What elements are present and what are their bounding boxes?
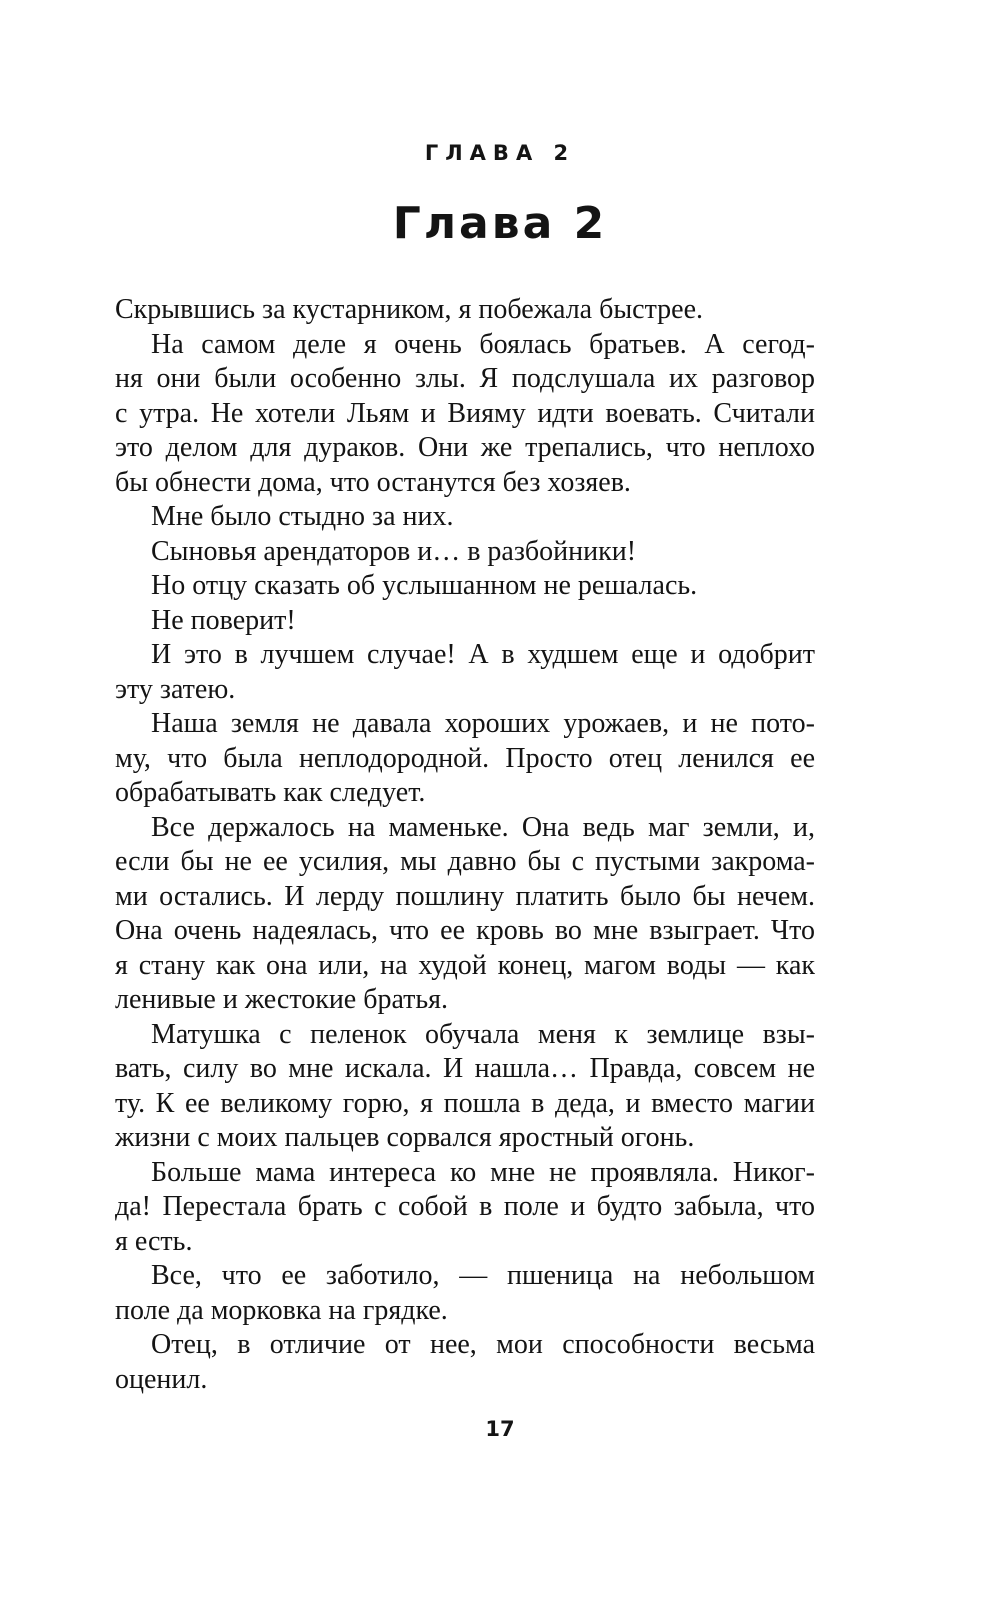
text-line: бы обнести дома, что останутся без хозяев. <box>115 466 631 498</box>
text-line: ленивые и жестокие братья. <box>115 984 449 1015</box>
text-line: Больше мама интереса ко мне не проявляла. Никог- <box>151 1156 815 1188</box>
text-line: И это в лучшем случае! А в худшем еще и одобрит <box>151 639 815 670</box>
text-line: Но отцу сказать об услышанном не решалась. <box>151 570 698 601</box>
text-line: Сыновья арендаторов и… в разбойники! <box>151 535 637 567</box>
text-line: Отец, в отличие от нее, мои способности весьма <box>151 1329 815 1360</box>
text-line: На самом деле я очень боялась братьев. А сегод- <box>151 328 815 360</box>
text-line: да! Перестала брать с собой в поле и будто забыла, что <box>115 1191 815 1222</box>
text-line: Скрывшись за кустарником, я побежала быстрее. <box>115 294 704 325</box>
text-line: с утра. Не хотели Льям и Вияму идти воевать. Считали <box>115 397 815 429</box>
text-line: если бы не ее усилия, мы давно бы с пустыми закрома- <box>115 846 815 877</box>
text-line: поле да морковка на грядке. <box>115 1294 448 1326</box>
text-line: Мне было стыдно за них. <box>151 501 454 532</box>
text-line: Она очень надеялась, что ее кровь во мне взыграет. Что <box>115 915 815 946</box>
text-line: Все, что ее заботило, — пшеница на небольшом <box>151 1260 815 1291</box>
text-line: оценил. <box>115 1363 208 1395</box>
page-number: 17 <box>485 1417 515 1441</box>
text-line: ту. К ее великому горю, я пошла в деда, и вместо магии <box>115 1087 815 1119</box>
text-line: ми остались. И лерду пошлину платить было бы нечем. <box>115 880 815 912</box>
text-line: Все держалось на маменьке. Она ведь маг земли, и, <box>151 811 815 843</box>
text-line: обрабатывать как следует. <box>115 777 426 808</box>
text-line: Наша земля не давала хороших урожаев, и не пото- <box>151 708 815 739</box>
text-line: Матушка с пеленок обучала меня к землице взы- <box>151 1018 815 1050</box>
text-line: я стану как она или, на худой конец, магом воды — как <box>115 949 815 981</box>
text-line: это делом для дураков. Они же трепались, что неплохо <box>115 432 815 463</box>
text-line: му, что была неплодородной. Просто отец ленился ее <box>115 742 815 774</box>
text-line: эту затею. <box>115 673 236 705</box>
chapter-title: Глава 2 <box>392 198 608 249</box>
text-line: я есть. <box>115 1225 193 1257</box>
text-line: ня они были особенно злы. Я подслушала их разговор <box>115 363 815 394</box>
text-line: жизни с моих пальцев сорвался яростный огонь. <box>115 1122 695 1153</box>
body-text <box>115 293 815 1397</box>
text-line: вать, силу во мне искала. И нашла… Правда, совсем не <box>115 1053 815 1084</box>
running-head: ГЛАВА 2 <box>424 141 576 165</box>
text-line: Не поверит! <box>151 604 296 636</box>
